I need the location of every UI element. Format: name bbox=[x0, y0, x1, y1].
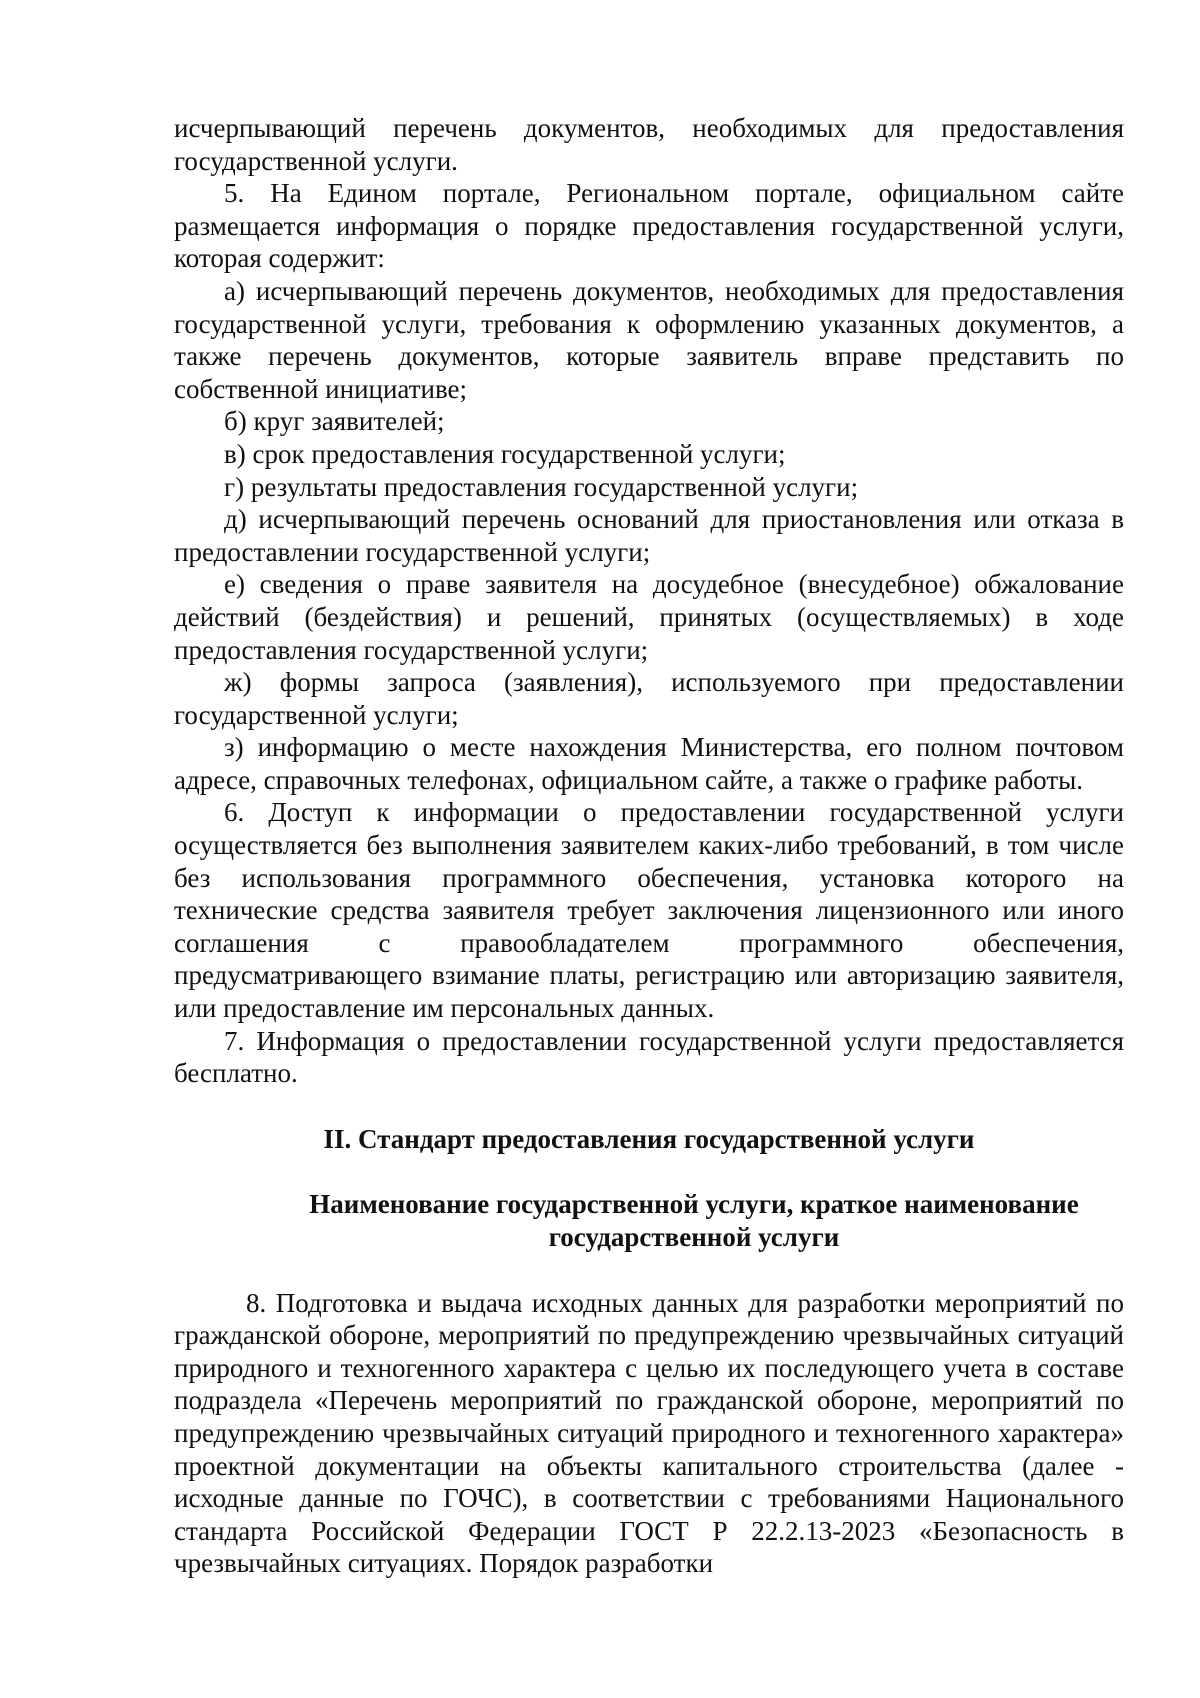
list-item-g: г) результаты предоставления государственной услуги; bbox=[224, 471, 859, 502]
paragraph-7: 7. Информация о предоставлении государственной услуги предоставляется бесплатно. bbox=[174, 1025, 1124, 1089]
list-item-a: а) исчерпывающий перечень документов, необходимых для предоставления государственной услуги, требования к оформлению указанных документов, а также перечень документов, которые заявитель вправе представить по собственной инициативе; bbox=[174, 275, 1124, 404]
list-item-zh: ж) формы запроса (заявления), используемого при предоставлении государственной услуги; bbox=[174, 667, 1124, 730]
list-item-d: д) исчерпывающий перечень оснований для приостановления или отказа в предоставлении государственной услуги; bbox=[174, 504, 1124, 567]
paragraph-8: 8. Подготовка и выдача исходных данных для разработки мероприятий по гражданской обороне, мероприятий по предупреждению чрезвычайных ситуаций природного и техногенного характера с целью их последующего учета в составе подраздела «Перечень мероприятий по гражданской обороне, мероприятий по предупреждению чрезвычайных ситуаций природного и техногенного характера» проектной документации на объекты капитального строительства (далее - исходные данные по ГОЧС), в соответствии с требованиями Национального стандарта Российской Федерации ГОСТ Р 22.2.13-2023 «Безопасность в чрезвычайных ситуациях. Порядок разработки bbox=[174, 1287, 1124, 1579]
list-item-z: з) информацию о месте нахождения Министерства, его полном почтовом адресе, справочных телефонах, официальном сайте, а также о графике работы. bbox=[174, 732, 1124, 795]
list-item-v: в) срок предоставления государственной услуги; bbox=[224, 438, 786, 469]
paragraph-6: 6. Доступ к информации о предоставлении государственной услуги осуществляется без выполнения заявителем каких-либо требований, в том числе без использования программного обеспечения, установка которого на технические средства заявителя требует заключения лицензионного или иного соглашения с правообладателем программного обеспечения, предусматривающего взимание платы, регистрацию или авторизацию заявителя, или предоставление им персональных данных. bbox=[174, 797, 1124, 1024]
paragraph-5: 5. На Едином портале, Региональном портале, официальном сайте размещается информация о порядке предоставления государственной услуги, которая содержит: bbox=[174, 178, 1124, 274]
section-title: II. Стандарт предоставления государственной услуги bbox=[323, 1123, 975, 1154]
list-item-e: е) сведения о праве заявителя на досудебное (внесудебное) обжалование действий (бездействия) и решений, принятых (осуществляемых) в ходе предоставления государственной услуги; bbox=[174, 569, 1124, 665]
subsection-title: Наименование государственной услуги, краткое наименование государственной услуги bbox=[309, 1189, 1079, 1252]
list-item-b: б) круг заявителей; bbox=[224, 406, 445, 437]
paragraph-continuation: исчерпывающий перечень документов, необходимых для предоставления государственной услуги. bbox=[174, 113, 1124, 176]
document-page bbox=[174, 112, 1124, 1580]
